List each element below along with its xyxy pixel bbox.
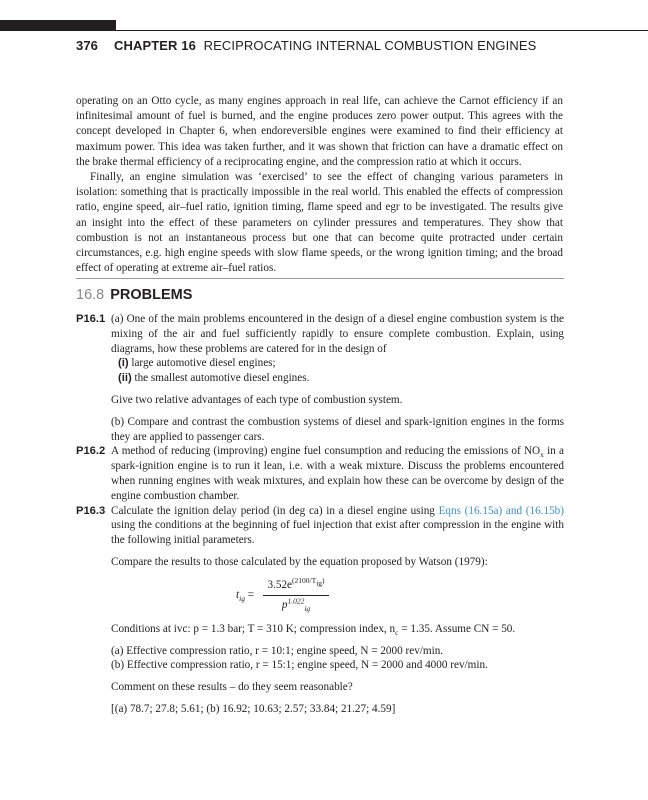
text-run: 3.52e (267, 578, 293, 591)
text-run: in a spark-ignition engine is to run it lean, i.e. with a weak mixture. Discuss the problems encountered when running engines with weak mixtures, and explain how these can be overcome by design of the engine combustion chamber. (111, 445, 564, 502)
body-text (76, 94, 563, 276)
equals-sign: = (244, 588, 255, 601)
page-number: 376 (76, 38, 98, 53)
problem-16-3 (76, 504, 564, 717)
formula-fraction (261, 576, 331, 614)
subscript: ig (316, 578, 323, 588)
chapter-title: RECIPROCATING INTERNAL COMBUSTION ENGINES (203, 38, 537, 53)
exponent (292, 576, 325, 588)
list-text: the smallest automotive diesel engines. (134, 372, 310, 385)
list-label: (i) (118, 357, 129, 370)
problem-16-3-conditions (111, 622, 564, 637)
paragraph-1: operating on an Otto cycle, as many engines approach in real life, can achieve the Carnot efficiency if an infinitesimal amount of fuel is burned, and the engine produces zero power output. This agrees with the concept developed in Chapter 6, when endoreversible engines were examined to find their efficiency at maximum power. This idea was taken further, and it was shown that friction can have a dramatic effect on the brake thermal efficiency of a reciprocating engine, and the compression ratio at which it occurs. (76, 95, 563, 168)
problem-label: P16.1 (76, 313, 106, 325)
chapter-label: CHAPTER 16 (114, 38, 196, 53)
subscript: c (395, 627, 399, 637)
paragraph-2: Finally, an engine simulation was ‘exercised’ to see the effect of changing various parameters in isolation: something that is practically impossible in the real world. This enabled the effects of compression ratio, engine speed, air–fuel ratio, ignition timing, flame speed and egr to be investigated. The results give an insight into the effect of these parameters on cylinder pressures and temperatures. They show that combustion is not an instantaneous process but one that can become quite protracted under certain circumstances, e.g. high engine speeds with slow flame speeds, or the wrong ignition timing; and the broad effect of operating at extreme air–fuel ratios. (76, 171, 563, 275)
text-run: ) (322, 576, 325, 586)
problem-16-2 (76, 444, 564, 503)
text-run: Conditions at ivc: p = 1.3 bar; T = 310 K; compression index, n (111, 622, 396, 635)
equation-link-16-15b[interactable]: (16.15b) (525, 504, 564, 517)
problem-16-3-case-b: (b) Effective compression ratio, r = 15:1; engine speed, N = 2000 and 4000 rev/min. (111, 659, 488, 672)
text-run: (2100/T (292, 576, 317, 586)
formula-numerator (261, 576, 331, 595)
problem-16-3-answers: [(a) 78.7; 27.8; 5.61; (b) 16.92; 10.63; 2.57; 33.84; 21.27; 4.59] (111, 702, 396, 715)
problem-16-3-text (111, 504, 564, 548)
problem-16-1-advantages: Give two relative advantages of each type of combustion system. (111, 393, 403, 406)
formula-symbol: t (236, 588, 240, 601)
text-run: using the conditions at the beginning of fuel injection that exist after compression in the engine with the following initial parameters. (111, 519, 564, 547)
subscript: ig (239, 593, 245, 603)
list-text: large automotive diesel engines; (131, 357, 276, 370)
problem-label: P16.3 (76, 504, 106, 517)
subscript: x (540, 450, 544, 460)
header-bar (0, 20, 116, 30)
superscript: 1.022 (287, 596, 305, 606)
problem-16-1 (76, 312, 564, 444)
list-label: (ii) (118, 372, 132, 385)
running-head (76, 38, 536, 53)
section-rule (76, 278, 564, 279)
list-item-ii (111, 371, 564, 386)
subscript: ig (304, 603, 311, 613)
problems-list (76, 312, 564, 717)
problem-label: P16.2 (76, 445, 106, 458)
problem-16-1-b: (b) Compare and contrast the combustion systems of diesel and spark-ignition engines in the forms they are applied to passenger cars. (111, 415, 564, 443)
section-title: PROBLEMS (110, 287, 193, 303)
and-word: and (502, 504, 526, 517)
formula-lhs (236, 588, 254, 603)
problem-16-1-a: (a) One of the main problems encountered in the design of a diesel engine combustion system is the mixing of the air and fuel sufficiently rapidly to ensure complete combustion. Explain, using diagrams, how these problems are catered for in the design of (111, 313, 564, 355)
header-rule (0, 30, 648, 31)
section-number: 16.8 (76, 287, 105, 303)
text-run: A method of reducing (improving) engine fuel consumption and reducing the emissions of NO (111, 445, 541, 458)
equation-link-16-15a[interactable]: Eqns (16.15a) (438, 504, 503, 517)
problem-16-3-compare: Compare the results to those calculated by the equation proposed by Watson (1979): (111, 555, 488, 568)
list-item-i (111, 356, 564, 371)
watson-formula (111, 576, 564, 622)
formula-denominator (261, 596, 331, 614)
problem-16-2-text (111, 444, 564, 503)
text-run: Calculate the ignition delay period (in deg ca) in a diesel engine using (111, 504, 439, 517)
text-run: = 1.35. Assume CN = 50. (398, 622, 516, 635)
text-run: p (281, 598, 288, 611)
problem-16-3-comment: Comment on these results – do they seem reasonable? (111, 681, 353, 694)
problem-16-3-case-a: (a) Effective compression ratio, r = 10:1; engine speed, N = 2000 rev/min. (111, 644, 444, 657)
section-heading (76, 287, 192, 303)
